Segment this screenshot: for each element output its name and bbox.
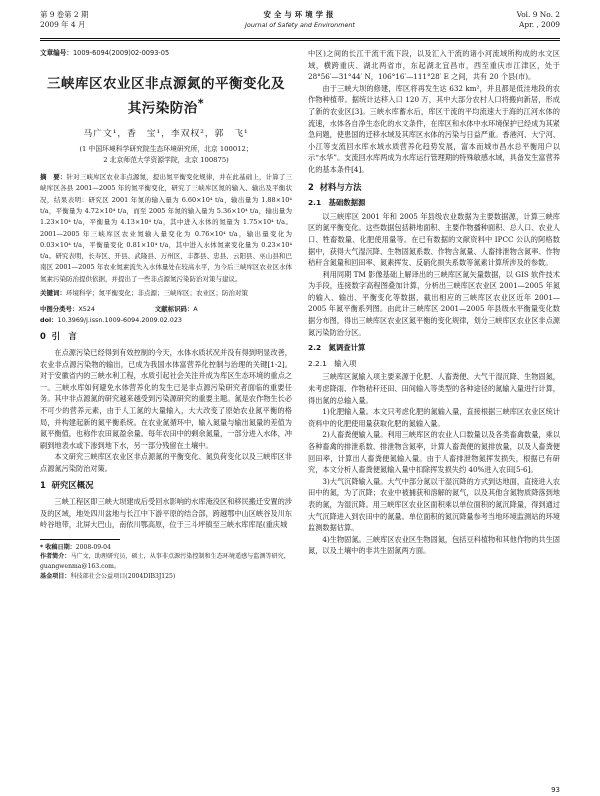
clc-value: X524 xyxy=(78,305,95,314)
abstract-label: 摘 要： xyxy=(40,173,67,182)
authors: 马广文¹，香 宝¹，李双权²，郭 飞¹ xyxy=(83,129,249,140)
issue-info-en xyxy=(517,10,560,30)
clc-label: 中图分类号： xyxy=(40,305,79,314)
keywords xyxy=(40,288,292,299)
date-en: Apr. , 2009 xyxy=(519,20,560,29)
section-1-heading xyxy=(40,480,292,492)
doi-label: doi： xyxy=(40,315,58,324)
section-number: 1 xyxy=(40,480,46,491)
footnote-label: 基金项目： xyxy=(40,572,71,580)
page-number: 93 xyxy=(551,786,560,794)
footnote-received xyxy=(40,543,292,553)
data-source-paragraph-1: 以三峡库区 2001 年和 2005 年县级农业数据为主要数据源，计算三峡库区的氮平衡变化。这些数据包括耕地面积、主要作物播种面积、总人口、农业人口、牲畜数量、化肥使用量等。在已有数据的文献资料中 IPCC 公认的阿格数据中，获得大气湿沉降、生物固氮系数、作物含氮量、人畜排泄物含氮率、作物秸秆含氮量和回田率、氮素挥发、反硝化损失系数等氮素计算所涉及的参数。 xyxy=(308,211,560,268)
footnote-rule xyxy=(40,539,120,540)
section-title: 材料与方法 xyxy=(319,181,362,192)
section-title: 研究区概况 xyxy=(51,480,94,491)
intro-paragraph-2: 本文研究三峡库区农业区非点源氮的平衡变化、氮负荷变化以及三峡库区非点源氮污染防治对策。 xyxy=(40,452,292,473)
paper-title xyxy=(46,74,286,119)
section-2-heading xyxy=(308,182,560,194)
footnote-text: 2008-09-04 xyxy=(75,543,111,551)
right-column xyxy=(308,48,560,557)
data-source-paragraph-2: 利用同期 TM 影像基础上解译出的三峡库区氮矢量数据，以 GIS 软件技术为手段，连接数字高程图叠加计算，分析出三峡库区农业区 2001—2005 年氮的输入、输出、平衡变化等数据，截出相应的三峡库区农业区近年 2001—2005 年氮平衡系列图。由此计三峡库区 2001—2005 年县级水平衡量变化数据分布图，得出三峡库区农业区氮平衡的变化规律，划分三峡库区农业区非点源氮污染防治分区。 xyxy=(308,269,560,337)
input-paragraph-3: 2)人畜粪便输入量。利用三峡库区的农业人口数量以及各类畜禽数量，乘以各种畜禽的排泄系数、排泄物含氮率，计算人畜粪便的氮排放量，以及人畜粪便回田率，计算出人畜粪便氮输入量。由于人畜排泄物氮挥发损失，根据已有研究，本文分析人畜粪便氮输入量中扣除挥发损失约 40%进入农田[5-6]。 xyxy=(308,430,560,475)
input-paragraph-4: 3)大气沉降输入量。大气中部分氮以干湿沉降的方式到达地面，直接进入农田中的氮，为了沉降；农业中被捕获和溶解的氮气，以及其他含氮物质降落到地表的氮，为湿沉降。用三峡库区农业区面积乘以单位面积的氮沉降量，得到通过大气沉降进入到农田中的氮量。单位面积的氮沉降量参考当地环境监测站的环境监测数据估算。 xyxy=(308,476,560,533)
article-id-value: 1009-6094(2009)02-0093-05 xyxy=(72,49,170,57)
intro-paragraph-1: 在点源污染已经得到有效控制的今天，水体水质状况并没有得到明显改善，农业非点源污染物的输出，已成为我国水体富营养化控制与治理的关键[1-2]。对于安徽省内的三峡水利工程，水质引起社会关注并成为库区生态环境的重点之一。三峡水库如何避免水体营养化的发生已是非点源污染研究者面临的重要任务。其中非点源氮的研究越来越受到污染源研究的重要主题。氮是农作物生长必不可少的营养元素，由于人工氮的大量输入，大大改变了原始农业氮平衡的格局，并构建起新的氮平衡系统。在农业氮循环中，输入氮量与输出氮量的差值为氮平衡值，也称作农田氮盈余量。每年农田中的剩余氮量，一部分进入水体，冲刷到地表水或下渗到地下水，另一部分残留在土壤中。 xyxy=(40,347,292,450)
section-number: 2 xyxy=(308,181,314,192)
keywords-text: 环境科学；氮平衡变化；非点源；三峡库区；农业区；防治对策 xyxy=(66,289,248,298)
abstract-text: 针对三峡库区农业非点源氮，提出氮平衡变化规律，并在此基础上，计算了三峡库区各县 2001—2005 年的氮平衡变化，研究了三峡库区氮的输入、输出及平衡状况，结果表明：研究区 2001 年氮的输入量为 6.60×10⁴ t/a，输出量为 1.88×10⁴ t/a，平衡量为 4.72×10⁴ t/a，而至 2005 年氮的输入量为 5.36×10⁴ t/a，输出量为 1.23×10⁴ t/a，平衡量为 4.13×10⁴ t/a，其中进入水体的氮量为 1.75×10⁴ t/a。2001—2005 年三峡库区农业氮输入量变化为 0.76×10⁴ t/a，输出量变化为 0.03×10⁴ t/a，平衡量变化 0.81×10⁴ t/a，其中进入水体氮素变化量为 0.23×10⁴ t/a。研究表明，长寿区、开县、武隆县、万州区、丰都县、忠县、云阳县、巫山县和巴南区 2001—2005 年农业氮素流失入水体量处在较高水平，为今后三峡库区农业区水体氮素污染防治提供依据，并提出了一些非点源氮污染防治对策与建议。 xyxy=(40,173,293,283)
affiliation-1: (1 中国环境科学研究院生态环境研究所，北京 100012； xyxy=(79,145,253,154)
issue-volume: 第 9 卷第 2 期 xyxy=(40,10,89,19)
doi-value: 10.3969/j.issn.1009-6094.2009.02.023 xyxy=(57,315,182,324)
input-paragraph-2: 1)化肥输入量。本文只考虑化肥的氮输入量，直接根据三峡库区农业区统计资料中的化肥使用量获取化肥的氮输入量。 xyxy=(308,407,560,428)
paper-title-text: 三峡库区农业区非点源氮的平衡变化及其污染防治 xyxy=(47,75,285,117)
classification-line xyxy=(40,304,292,315)
section-intro-heading xyxy=(40,331,292,343)
footnote-funding xyxy=(40,572,292,582)
keywords-label: 关键词： xyxy=(40,289,66,298)
running-header xyxy=(40,10,560,38)
footnote-author-bio xyxy=(40,552,292,571)
left-column xyxy=(40,48,292,581)
section-number: 0 xyxy=(40,331,46,342)
affiliations xyxy=(40,144,292,166)
affiliation-2: 2 北京师范大学资源学院，北京 100875) xyxy=(103,156,229,165)
journal-name-cn: 安全与环境学报 xyxy=(263,10,337,19)
journal-name-en: Journal of Safety and Environment xyxy=(245,21,355,29)
footnote-label: * 收稿日期： xyxy=(40,543,76,551)
input-paragraph-5: 4)生物固氮。三峡库区农业区生物固氮，包括豆科植物和其他作物的共生固氮，以及土壤中的非共生固氮两方面。 xyxy=(308,534,560,556)
study-area-paragraph-2: 由于三峡大坝的修建，库区将再发生达 632 km²，并且都是低洼地段的农作物种植带。据统计达移入口 120 万，其中大部分农村人口将搬向新居，形成了新的农业区[3]。三峡水库蓄水后，库区干流的平均流速大于海的江河水体的流速，水体各自净生态化的水文条件，在库区和水体中水环境保护已经成为其紧急问题，使患国的迁移水域及其库区水体的污染与日益严重。香港河、大宁河、小江等支流回水库水域水质营养化趋势发展，富本而城市昌水总平衡用户以示“水华”。支流回水库两成为水库运行管理期的特殊敏感水域，具备发生富营养化的基本条件[4]。 xyxy=(308,83,560,174)
abstract xyxy=(40,172,292,285)
volume-en: Vol. 9 No. 2 xyxy=(516,10,560,19)
subsection-2-2-1-heading: 2.2.1 输入项 xyxy=(308,358,357,368)
article-id xyxy=(40,48,292,60)
study-area-continued: 中区)之间的长江干流干流下段，以及汇入干流的诸小河流域所构成的水文区域，横跨重庆、湖北两省市，东起湖北宜昌市，西至重庆市江津区，处于 28°56′—31°44′ N，106°16′—111°28′ E 之间，共有 20 个县(市)。 xyxy=(308,49,560,82)
footnote-text: 科技部社会公益项目(2004DIB3J125) xyxy=(70,572,176,580)
header-rule-double xyxy=(40,40,560,41)
subsection-2-1-heading: 2.1 基础数据源 xyxy=(308,198,366,208)
doc-code-value: A xyxy=(193,305,198,314)
doc-code-label: 文献标识码： xyxy=(154,305,194,314)
subsection-2-2-heading: 2.2 氮调查计算 xyxy=(308,343,366,353)
doi-line xyxy=(40,315,292,326)
title-footnote-mark: * xyxy=(197,96,205,110)
footnote-label: 作者简介： xyxy=(40,553,71,561)
issue-date: 2009 年 4 月 xyxy=(40,20,86,29)
input-paragraph-1: 三峡库区氮输入项主要来源于化肥、人畜粪便、大气干湿沉降、生物固氮，未考虑降雨、作物秸秆还田、田间输入等类型的各种途径的氮输入量进行计算，得出氮的总输入量。 xyxy=(308,372,560,405)
journal-name xyxy=(40,10,560,30)
section-title: 引 言 xyxy=(51,331,77,342)
header-rule xyxy=(40,38,560,39)
study-area-paragraph: 三峡工程区即三峡大坝建成后受回水影响的水库淹没区和移民搬迁安置的涉及的区域，地处四川盆地与长江中下游平原的结合部，跨越鄂中山区峡谷及川东岭谷地带，北屏大巴山，南依川鄂高原，位于三斗坪镇至三峡水库库尾(重庆城 xyxy=(40,497,292,530)
classification-meta xyxy=(40,304,292,325)
article-id-label: 文章编号： xyxy=(40,49,73,57)
footnote-text: 马广文，助理研究员，硕士，从事非点源污染控制和生态环境遥感与监测等研究，guangwenma@163.com。 xyxy=(40,553,290,571)
